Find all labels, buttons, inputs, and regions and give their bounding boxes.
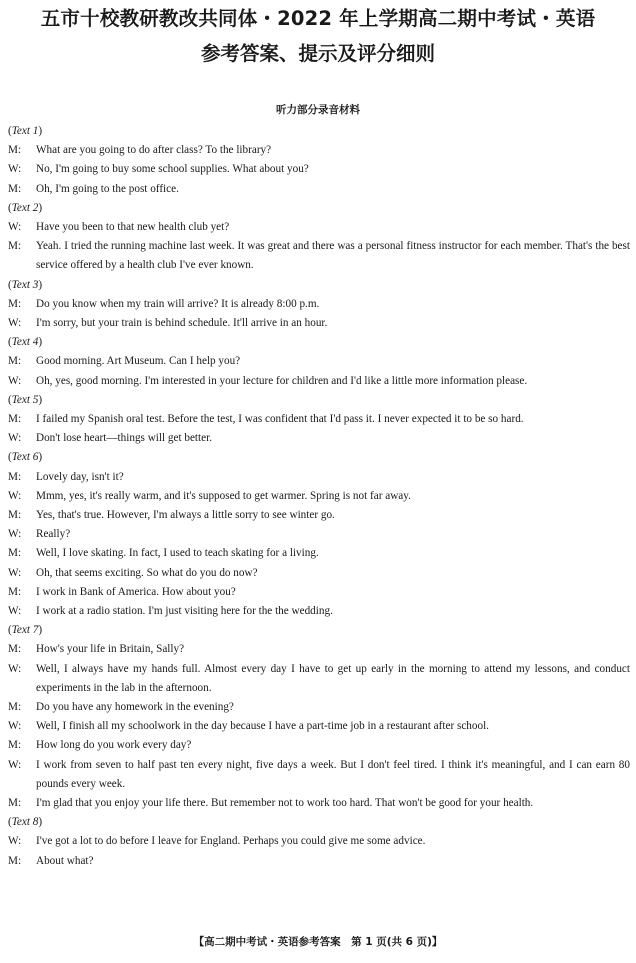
dialogue-text: Well, I always have my hands full. Almost every day I have to get up early in the morning to attend my lessons, and conduct experiments in the lab in the afternoon. <box>36 662 630 694</box>
dialogue-line <box>8 794 630 813</box>
section-title: 听力部分录音材料 <box>276 104 360 116</box>
text-label: (Text 3) <box>8 278 43 291</box>
text-label: (Text 8) <box>8 816 43 829</box>
dialogue-line <box>8 141 630 160</box>
dialogue-line <box>8 237 630 275</box>
dialogue-text: I'm sorry, but your train is behind schedule. It'll arrive in an hour. <box>36 316 328 329</box>
text-label: (Text 5) <box>8 393 43 406</box>
speaker-label: M: <box>8 739 22 752</box>
dialogue-line <box>8 640 630 659</box>
text-label: (Text 4) <box>8 336 43 349</box>
dialogue-text: What are you going to do after class? To the library? <box>36 144 272 157</box>
dialogue-text: Lovely day, isn't it? <box>36 470 124 483</box>
dialogue-line <box>8 295 630 314</box>
dialogue-text: I'm glad that you enjoy your life there. But remember not to work too hard. That won't be good for your health. <box>36 797 534 809</box>
speaker-label: W: <box>8 316 22 329</box>
dialogue-line <box>8 352 630 371</box>
dialogue-line <box>8 180 630 199</box>
dialogue-line <box>8 832 630 851</box>
text-label: (Text 2) <box>8 201 43 214</box>
dialogue-text: Oh, that seems exciting. So what do you do now? <box>36 566 258 579</box>
speaker-label: M: <box>8 700 22 713</box>
speaker-label: W: <box>8 604 22 617</box>
dialogue-line <box>8 583 630 602</box>
speaker-label: M: <box>8 585 22 598</box>
speaker-label: M: <box>8 797 22 809</box>
dialogue-line <box>8 525 630 544</box>
text-label: (Text 6) <box>8 451 43 464</box>
speaker-label: W: <box>8 566 22 579</box>
dialogue-line <box>8 852 630 871</box>
speaker-label: M: <box>8 144 22 157</box>
dialogue-line <box>8 487 630 506</box>
dialogue-text: I've got a lot to do before I leave for England. Perhaps you could give me some advice. <box>36 835 426 848</box>
dialogue-line <box>8 372 630 391</box>
dialogue-text: I work in Bank of America. How about you? <box>36 585 236 598</box>
speaker-label: M: <box>8 182 22 195</box>
dialogue-line <box>8 544 630 563</box>
dialogue-text: Good morning. Art Museum. Can I help you? <box>36 355 241 368</box>
dialogue-line <box>8 218 630 237</box>
page-footer: 【高二期中考试・英语参考答案 第 1 页(共 6 页)】 <box>193 936 443 948</box>
speaker-label: W: <box>8 758 22 771</box>
dialogue-text: No, I'm going to buy some school supplies. What about you? <box>36 163 309 176</box>
speaker-label: M: <box>8 547 22 560</box>
dialogue-line <box>8 698 630 717</box>
dialogue-line <box>8 429 630 448</box>
dialogue-line <box>8 564 630 583</box>
speaker-label: M: <box>8 854 22 867</box>
dialogue-text: How long do you work every day? <box>36 739 192 752</box>
dialogue-text: Well, I love skating. In fact, I used to teach skating for a living. <box>36 547 319 560</box>
speaker-label: W: <box>8 220 22 233</box>
text-label: (Text 7) <box>8 624 43 637</box>
dialogue-line <box>8 660 630 698</box>
speaker-label: M: <box>8 297 22 310</box>
dialogue-line <box>8 160 630 179</box>
speaker-label: M: <box>8 355 22 368</box>
dialogue-line <box>8 410 630 429</box>
dialogue-text: About what? <box>36 854 94 867</box>
dialogue-text: Don't lose heart—things will get better. <box>36 432 213 445</box>
dialogue-line <box>8 314 630 333</box>
document-title: 五市十校教研教改共同体・2022 年上学期高二期中考试・英语 <box>40 7 596 30</box>
document-subtitle: 参考答案、提示及评分细则 <box>200 42 435 65</box>
dialogue-text: I work at a radio station. I'm just visiting here for the the wedding. <box>36 604 333 617</box>
speaker-label: W: <box>8 720 22 733</box>
speaker-label: M: <box>8 643 22 656</box>
dialogue-text: Oh, yes, good morning. I'm interested in your lecture for children and I'd like a little more information please. <box>36 374 528 387</box>
dialogue-text: Well, I finish all my schoolwork in the day because I have a part-time job in a restaurant after school. <box>36 720 489 733</box>
dialogue-text: Mmm, yes, it's really warm, and it's supposed to get warmer. Spring is not far away. <box>36 489 411 502</box>
dialogue-text: Yeah. I tried the running machine last week. It was great and there was a personal fitness instructor for each member. That's the best service offered by a health club I've ever known. <box>36 240 630 272</box>
dialogue-text: I work from seven to half past ten every night, five days a week. But I don't feel tired. I think it's meaningful, and I can earn 80 pounds every week. <box>36 758 630 790</box>
dialogue-line <box>8 756 630 794</box>
dialogue-line <box>8 736 630 755</box>
speaker-label: M: <box>8 508 22 521</box>
dialogue-text: Have you been to that new health club yet? <box>36 220 230 233</box>
speaker-label: M: <box>8 412 22 425</box>
speaker-label: M: <box>8 240 22 253</box>
speaker-label: W: <box>8 489 22 502</box>
speaker-label: W: <box>8 163 22 176</box>
dialogue-text: Do you know when my train will arrive? It is already 8:00 p.m. <box>36 297 320 310</box>
speaker-label: W: <box>8 374 22 387</box>
dialogue-text: Do you have any homework in the evening? <box>36 700 234 713</box>
dialogue-line <box>8 602 630 621</box>
speaker-label: W: <box>8 835 22 848</box>
dialogue-text: I failed my Spanish oral test. Before the test, I was confident that I'd pass it. I never expected it to be so hard. <box>36 412 524 425</box>
speaker-label: W: <box>8 528 22 541</box>
speaker-label: W: <box>8 662 22 675</box>
speaker-label: M: <box>8 470 22 483</box>
dialogue-text: Really? <box>36 528 71 541</box>
dialogue-line <box>8 506 630 525</box>
dialogue-text: Yes, that's true. However, I'm always a little sorry to see winter go. <box>36 508 335 521</box>
speaker-label: W: <box>8 432 22 445</box>
dialogue-line <box>8 717 630 736</box>
text-label: (Text 1) <box>8 125 43 137</box>
dialogue-text: How's your life in Britain, Sally? <box>36 643 185 656</box>
dialogue-line <box>8 468 630 487</box>
dialogue-text: Oh, I'm going to the post office. <box>36 182 179 195</box>
transcript <box>8 122 630 871</box>
